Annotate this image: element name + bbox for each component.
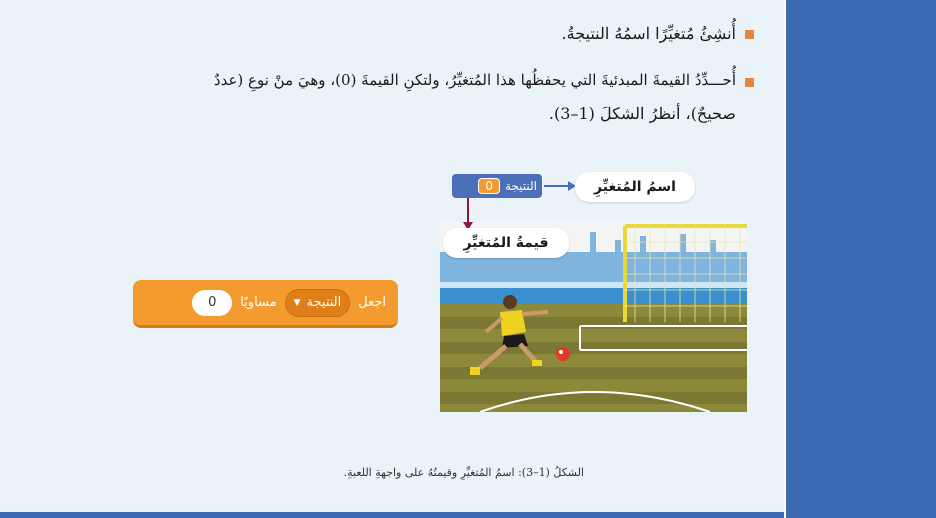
- to-label: مساويًا: [240, 295, 277, 310]
- bullet-icon: [745, 30, 754, 39]
- variable-name: النتيجة: [306, 295, 342, 310]
- bullet-icon: [745, 78, 754, 87]
- monitor-name: النتيجة: [504, 179, 537, 193]
- monitor-value: 0: [478, 178, 500, 194]
- set-variable-block[interactable]: [133, 280, 398, 328]
- instruction-1: أُنشِئُ مُتغيِّرًا اسمُهُ النتيجةُ.: [561, 24, 736, 43]
- callout-variable-name: اسمُ المُتغيِّرِ: [575, 172, 695, 202]
- bottom-bar: [0, 512, 784, 518]
- callout-variable-value: قيمةُ المُتغيِّرِ: [443, 228, 569, 258]
- value-input[interactable]: 0: [192, 290, 232, 316]
- sidebar-divider: [784, 0, 786, 518]
- figure-caption: الشكلُ (1–3): اسمُ المُتغيِّرِ وقيمتُهُ على واجهةِ اللعبةِ.: [343, 466, 584, 479]
- variable-dropdown[interactable]: [285, 289, 351, 317]
- instruction-2-line-2: صحيحٌ)، أنظرُ الشكلَ (1–3).: [548, 104, 736, 123]
- sidebar-panel: [784, 0, 936, 518]
- set-label: اجعل: [358, 295, 386, 310]
- chevron-down-icon: ▼: [293, 297, 301, 308]
- instruction-2-line-1: أُحـــدِّدُ القيمةَ المبدئيةَ التي يحفظُها هذا المُتغيِّرُ، ولتكنِ القيمةَ (0)، وهيَ منْ نوعِ (عددٌ: [213, 71, 736, 89]
